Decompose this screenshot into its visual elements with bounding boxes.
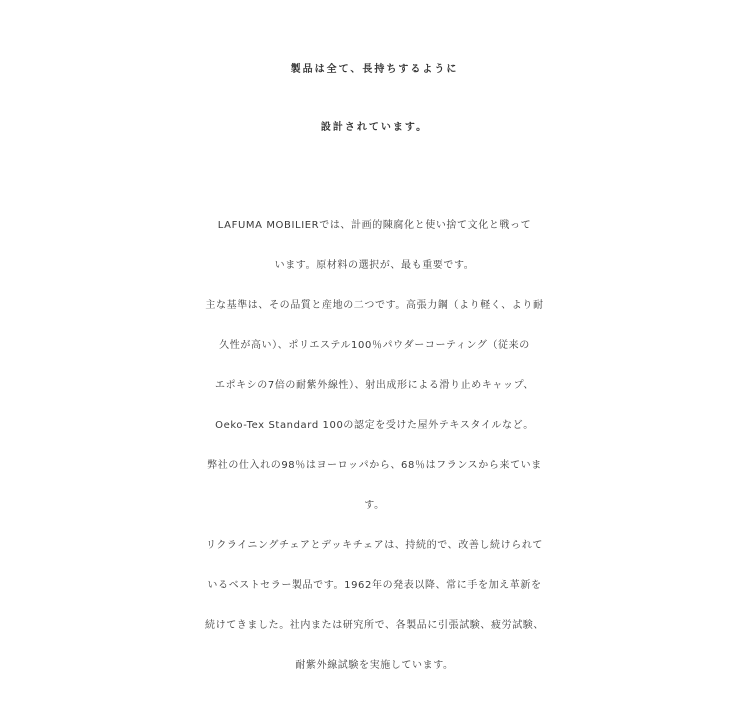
body-line-8: す。 — [364, 500, 385, 511]
heading-line-2: 設計されています。 — [320, 122, 429, 133]
body-line-11: 続けてきました。社内または研究所で、各製品に引張試験、疲労試験、 — [205, 620, 544, 631]
body-line-9: リクライニングチェアとデッキチェアは、持続的で、改善し続けられて — [205, 540, 544, 551]
body-line-12: 耐紫外線試験を実施しています。 — [295, 660, 454, 671]
body-line-4: 久性が高い）、ポリエステル100％パウダーコーティング（従来の — [219, 340, 530, 351]
body-line-5: エポキシの7倍の耐紫外線性）、射出成形による滑り止めキャップ、 — [214, 380, 535, 391]
body-line-10: いるベストセラー製品です。1962年の発表以降、常に手を加え革新を — [207, 580, 542, 591]
body-line-7: 弊社の仕入れの98％はヨーロッパから、68％はフランスから来ていま — [207, 460, 542, 471]
heading-line-1: 製品は全て、長持ちするように — [290, 64, 459, 75]
body-line-2: います。原材料の選択が、最も重要です。 — [274, 260, 475, 271]
body-line-1: LAFUMA MOBILIERでは、計画的陳腐化と使い捨て文化と戦って — [217, 220, 532, 231]
body-line-6: Oeko-Tex Standard 100の認定を受けた屋外テキスタイルなど。 — [215, 420, 534, 431]
body-line-3: 主な基準は、その品質と産地の二つです。高張力鋼（より軽く、より耐 — [205, 300, 544, 311]
